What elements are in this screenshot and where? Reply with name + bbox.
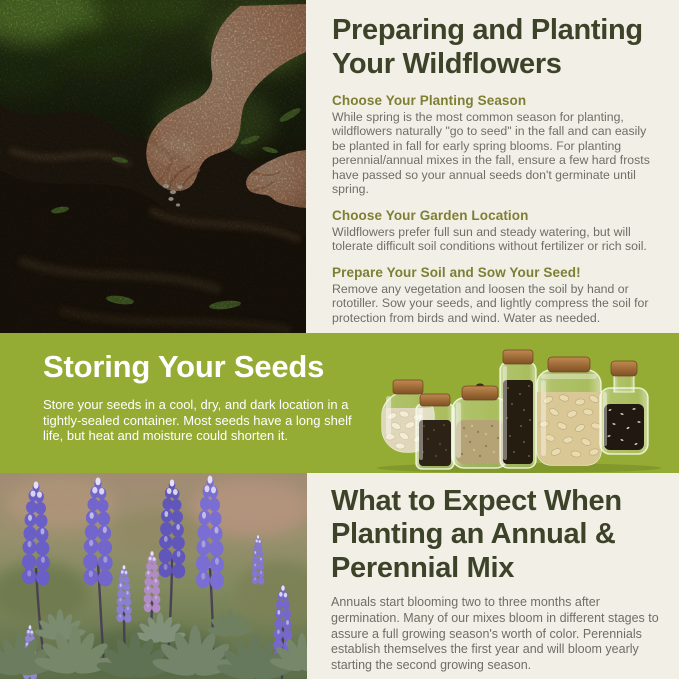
dark-seed-jar [416, 394, 454, 469]
bottom-heading-line: Planting an Annual & [331, 518, 616, 551]
step-body: Wildflowers prefer full sun and steady watering, but will tolerate difficult soil conditions without fertilizer or rich soil. [332, 224, 647, 254]
top-heading-line: Preparing and Planting [332, 14, 643, 46]
pumpkin-seed-jar [537, 357, 602, 465]
top-heading-line: Your Wildflowers [332, 47, 562, 80]
step-subheading: Prepare Your Soil and Sow Your Seed! [332, 264, 581, 280]
seed-jars-photo [374, 336, 664, 473]
planting-step [332, 208, 663, 254]
section-what-to-expect [0, 473, 679, 679]
planting-step [332, 265, 663, 326]
bottom-heading-line: Perennial Mix [331, 551, 515, 584]
bottom-body: Annuals start blooming two to three months after germination. Many of our mixes bloom in different stages to assure a full growing season's worth of color. Perennials establish themselves the first year and will bloom yearly starting the second growing season. [331, 595, 659, 673]
bottom-heading-line: What to Expect When [331, 485, 622, 517]
top-heading [332, 14, 663, 82]
band-heading: Storing Your Seeds [43, 349, 325, 384]
step-subheading: Choose Your Planting Season [332, 92, 527, 108]
sunflower-seed-jar [600, 361, 648, 454]
planting-step [332, 93, 663, 197]
what-to-expect-panel [307, 473, 679, 679]
band-body: Store your seeds in a cool, dry, and dark location in a tightly-sealed container. Most seeds have a long shelf life, but heat and moisture could shorten it. [43, 397, 352, 444]
step-body: Remove any vegetation and loosen the soil by hand or rototiller. Sow your seeds, and lightly compress the soil for protection from birds and wind. Water as needed. [332, 281, 649, 325]
step-body: While spring is the most common season for planting, wildflowers naturally "go to seed" in the fall and can easily be planted in fall for early spring blooms. For planting perennial/annual mixes in the fall, ensure a few hard frosts have passed so your annual seeds don't germinate until spring. [332, 109, 650, 197]
lupine-photo [0, 473, 307, 679]
tall-seed-jar [500, 350, 536, 468]
preparing-planting-panel [306, 0, 679, 333]
storing-seeds-panel [43, 349, 361, 444]
soil-planting-photo [0, 0, 306, 333]
step-subheading: Choose Your Garden Location [332, 207, 529, 223]
bottom-heading [331, 485, 665, 585]
